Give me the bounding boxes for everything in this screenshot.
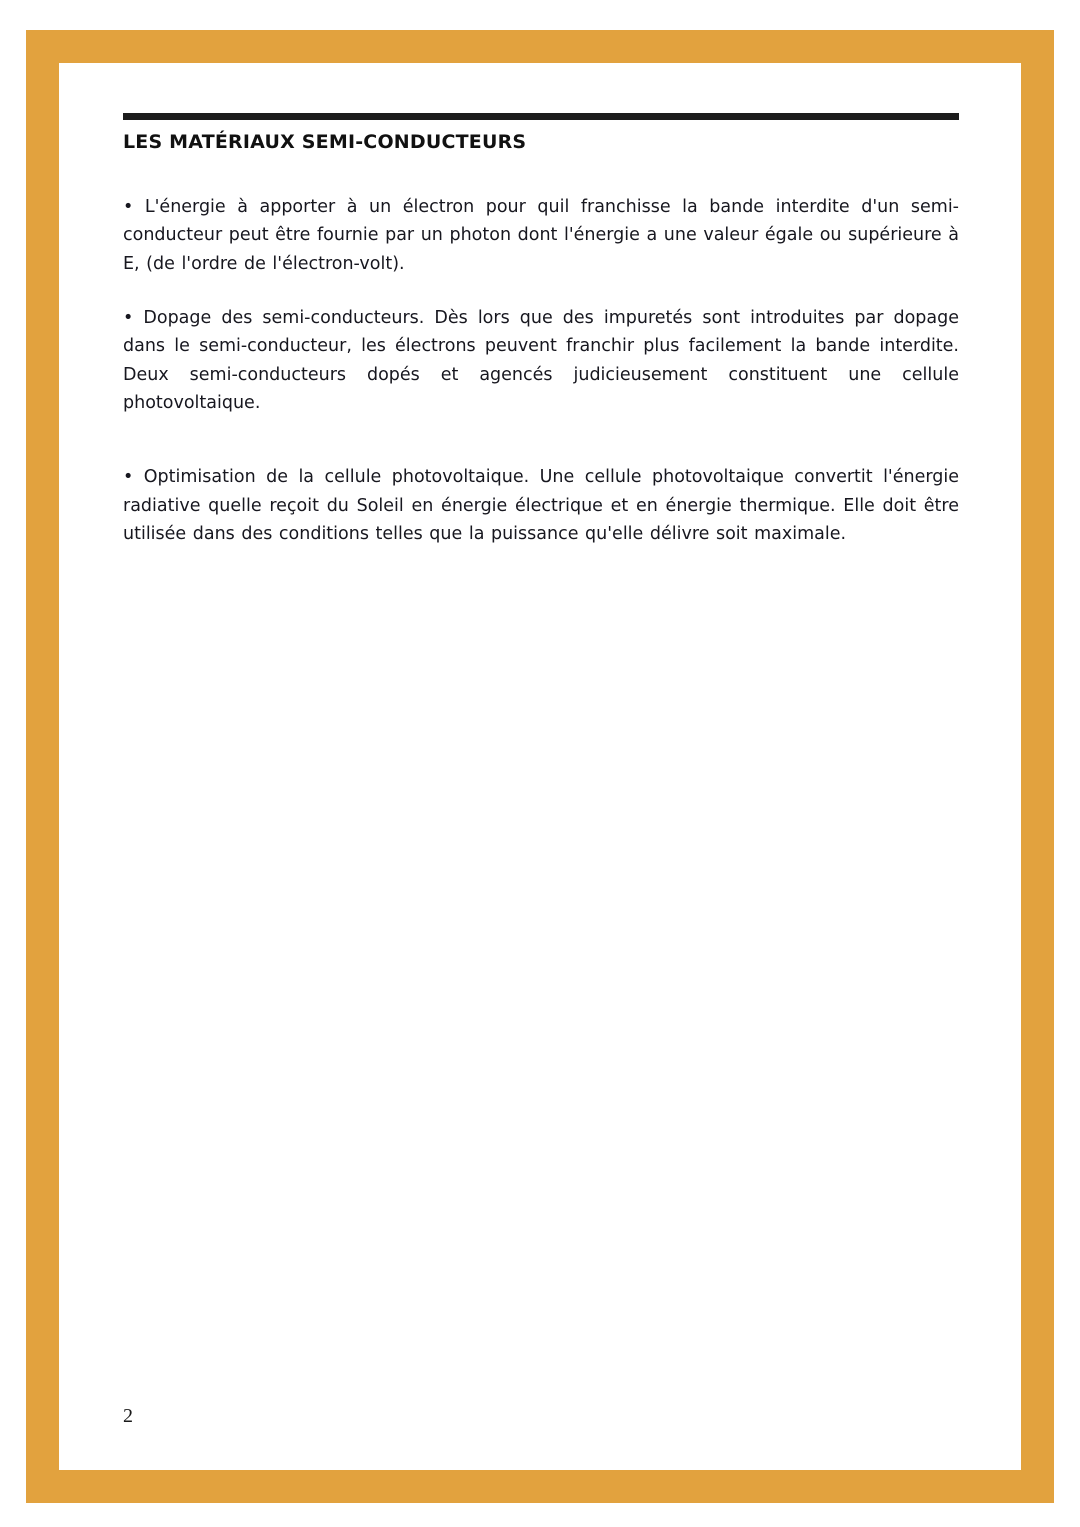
document-body <box>123 193 959 574</box>
paragraph-optimisation: • Optimisation de la cellule photovoltaique. Une cellule photovoltaique convertit l'énergie radiative quelle reçoit du Soleil en énergie électrique et en énergie thermique. Elle doit être utilisée dans des conditions telles que la puissance qu'elle délivre soit maximale. <box>123 467 959 545</box>
page-border <box>26 30 1054 1503</box>
page-number: 2 <box>123 1405 133 1427</box>
paragraph-dopage: • Dopage des semi-conducteurs. Dès lors que des impuretés sont introduites par dopage dans le semi-conducteur, les électrons peuvent franchir plus facilement la bande interdite. Deux semi-conducteurs dopés et agencés judicieusement constituent une cellule photovoltaique. <box>123 308 959 414</box>
document-page <box>59 63 1021 1470</box>
paragraph-energie: • L'énergie à apporter à un électron pour quil franchisse la bande interdite d'un semi-conducteur peut être fournie par un photon dont l'énergie a une valeur égale ou supérieure à E, (de l'ordre de l'électron-volt). <box>123 197 959 274</box>
section-rule <box>123 113 959 120</box>
section-title: LES MATÉRIAUX SEMI-CONDUCTEURS <box>123 131 527 153</box>
